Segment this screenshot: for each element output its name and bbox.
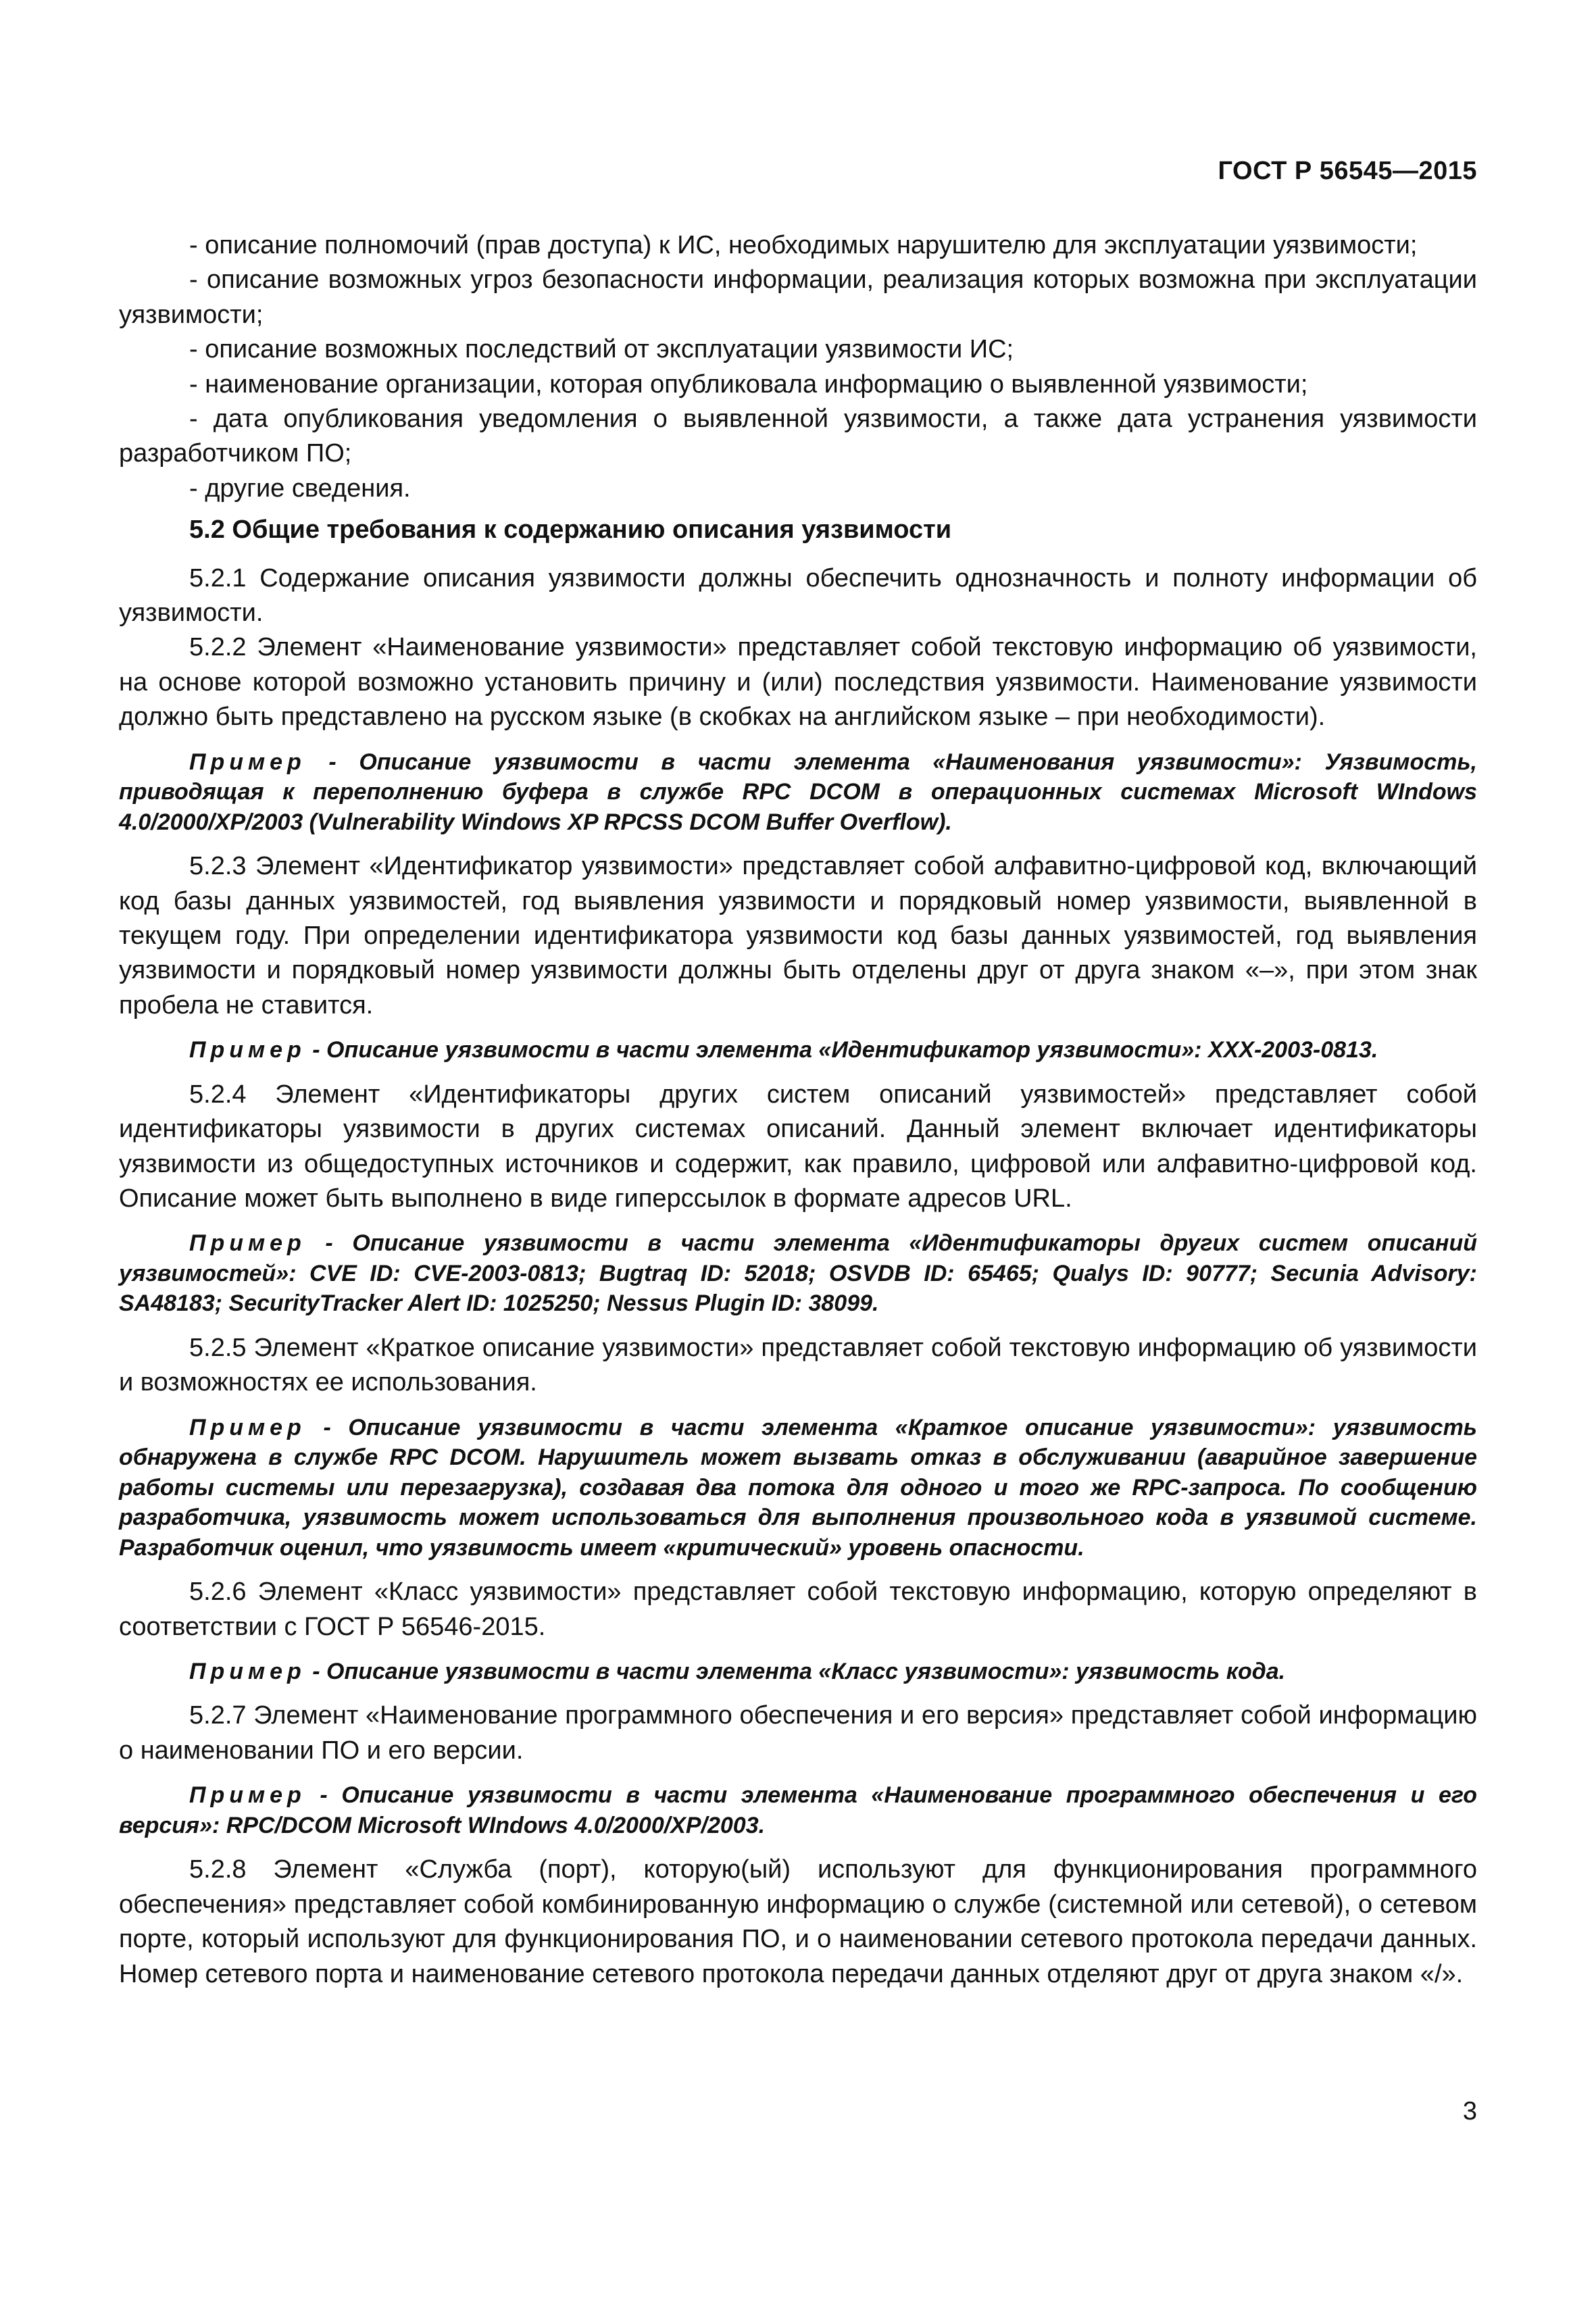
example-5-2-3 <box>119 1035 1477 1065</box>
example-5-2-2 <box>119 747 1477 838</box>
example-label: Пример <box>189 1782 306 1809</box>
example-5-2-5 <box>119 1413 1477 1563</box>
example-label: Пример <box>189 1037 306 1063</box>
document-body <box>119 228 1477 1992</box>
paragraph-5-2-3: 5.2.3 Элемент «Идентификатор уязвимости» представляет собой алфавитно-цифровой код, включающий код базы данных уязвимостей, год выявления уязвимости и порядковый номер уязвимости, выявленной в текущем году. При определении идентификатора уязвимости код базы данных уязвимостей, год выявления уязвимости и порядковый номер уязвимости должны быть отделены друг от друга знаком «–», при этом знак пробела не ставится. <box>119 852 1477 1020</box>
document-page <box>119 0 1477 2314</box>
example-text: - Описание уязвимости в части элемента «Идентификатор уязвимости»: XXX-2003-0813. <box>305 1037 1378 1063</box>
paragraph-5-2-5: 5.2.5 Элемент «Краткое описание уязвимости» представляет собой текстовую информацию об уязвимости и возможностях ее использования. <box>119 1333 1477 1397</box>
example-5-2-4 <box>119 1228 1477 1319</box>
paragraph-5-2-2: 5.2.2 Элемент «Наименование уязвимости» представляет собой текстовую информацию об уязвимости, на основе которой возможно установить причину и (или) последствия уязвимости. Наименование уязвимости должно быть представлено на русском языке (в скобках на английском языке – при необходимости). <box>119 633 1477 732</box>
example-5-2-7 <box>119 1780 1477 1840</box>
example-label: Пример <box>189 1230 306 1257</box>
list-item: - описание полномочий (прав доступа) к ИС, необходимых нарушителю для эксплуатации уязвимости; <box>189 231 1418 259</box>
list-item: - описание возможных угроз безопасности информации, реализация которых возможна при эксплуатации уязвимости; <box>119 266 1477 329</box>
example-text: - Описание уязвимости в части элемента «Идентификаторы других систем описаний уязвимостей»: CVE ID: CVE-2003-0813; Bugtraq ID: 52018; OSVDB ID: 65465; Qualys ID: 90777; Secunia Advisory: SA48183; SecurityTracker Alert ID: 1025250; Nessus Plugin ID: 38099. <box>119 1230 1477 1317</box>
example-label: Пример <box>189 1658 306 1684</box>
example-label: Пример <box>189 1414 306 1440</box>
list-item: - описание возможных последствий от эксплуатации уязвимости ИС; <box>189 335 1014 364</box>
paragraph-5-2-8: 5.2.8 Элемент «Служба (порт), которую(ый) используют для функционирования программного обеспечения» представляет собой комбинированную информацию о службе (системной или сетевой), о сетевом порте, который используют для функционирования ПО, и о наименовании сетевого протокола передачи данных. Номер сетевого порта и наименование сетевого протокола передачи данных отделяют друг от друга знаком «/». <box>119 1855 1477 1988</box>
paragraph-5-2-7: 5.2.7 Элемент «Наименование программного обеспечения и его версия» представляет собой информацию о наименовании ПО и его версии. <box>119 1701 1477 1765</box>
page-number: 3 <box>1462 2097 1477 2126</box>
paragraph-5-2-4: 5.2.4 Элемент «Идентификаторы других систем описаний уязвимостей» представляет собой идентификаторы уязвимости в других системах описаний. Данный элемент включает идентификаторы уязвимости из общедоступных источников и содержит, как правило, цифровой или алфавитно-цифровой код. Описание может быть выполнено в виде гиперссылок в формате адресов URL. <box>119 1080 1477 1213</box>
section-heading: 5.2 Общие требования к содержанию описания уязвимости <box>189 515 952 545</box>
example-text: - Описание уязвимости в части элемента «Краткое описание уязвимости»: уязвимость обнаружена в службе RPC DCOM. Нарушитель может вызвать отказ в обслуживании (аварийное завершение работы системы или перезагрузка), создавая два потока для одного и того же RPC-запроса. По сообщению разработчика, уязвимость может использоваться для выполнения произвольного кода в уязвимой системе. Разработчик оценил, что уязвимость имеет «критический» уровень опасности. <box>119 1414 1477 1561</box>
paragraph-5-2-1: 5.2.1 Содержание описания уязвимости должны обеспечить однозначность и полноту информации об уязвимости. <box>119 563 1477 628</box>
example-5-2-6 <box>119 1657 1477 1687</box>
example-text: - Описание уязвимости в части элемента «Класс уязвимости»: уязвимость кода. <box>305 1658 1286 1684</box>
document-header: ГОСТ Р 56545—2015 <box>1218 157 1477 185</box>
list-item: - другие сведения. <box>189 474 411 503</box>
example-label: Пример <box>189 749 306 775</box>
list-item: - наименование организации, которая опубликовала информацию о выявленной уязвимости; <box>189 370 1308 399</box>
list-item: - дата опубликования уведомления о выявленной уязвимости, а также дата устранения уязвимости разработчиком ПО; <box>119 405 1477 468</box>
example-text: - Описание уязвимости в части элемента «Наименования уязвимости»: Уязвимость, приводящая к переполнению буфера в службе RPC DCOM в операционных системах Microsoft WIndows 4.0/2000/XP/2003 (Vulnerability Windows XP RPCSS DCOM Buffer Overflow). <box>119 749 1477 835</box>
paragraph-5-2-6: 5.2.6 Элемент «Класс уязвимости» представляет собой текстовую информацию, которую определяют в соответствии с ГОСТ Р 56546-2015. <box>119 1578 1477 1641</box>
example-text: - Описание уязвимости в части элемента «Наименование программного обеспечения и его версия»: RPC/DCOM Microsoft WIndows 4.0/2000/XP/2003. <box>119 1782 1477 1838</box>
